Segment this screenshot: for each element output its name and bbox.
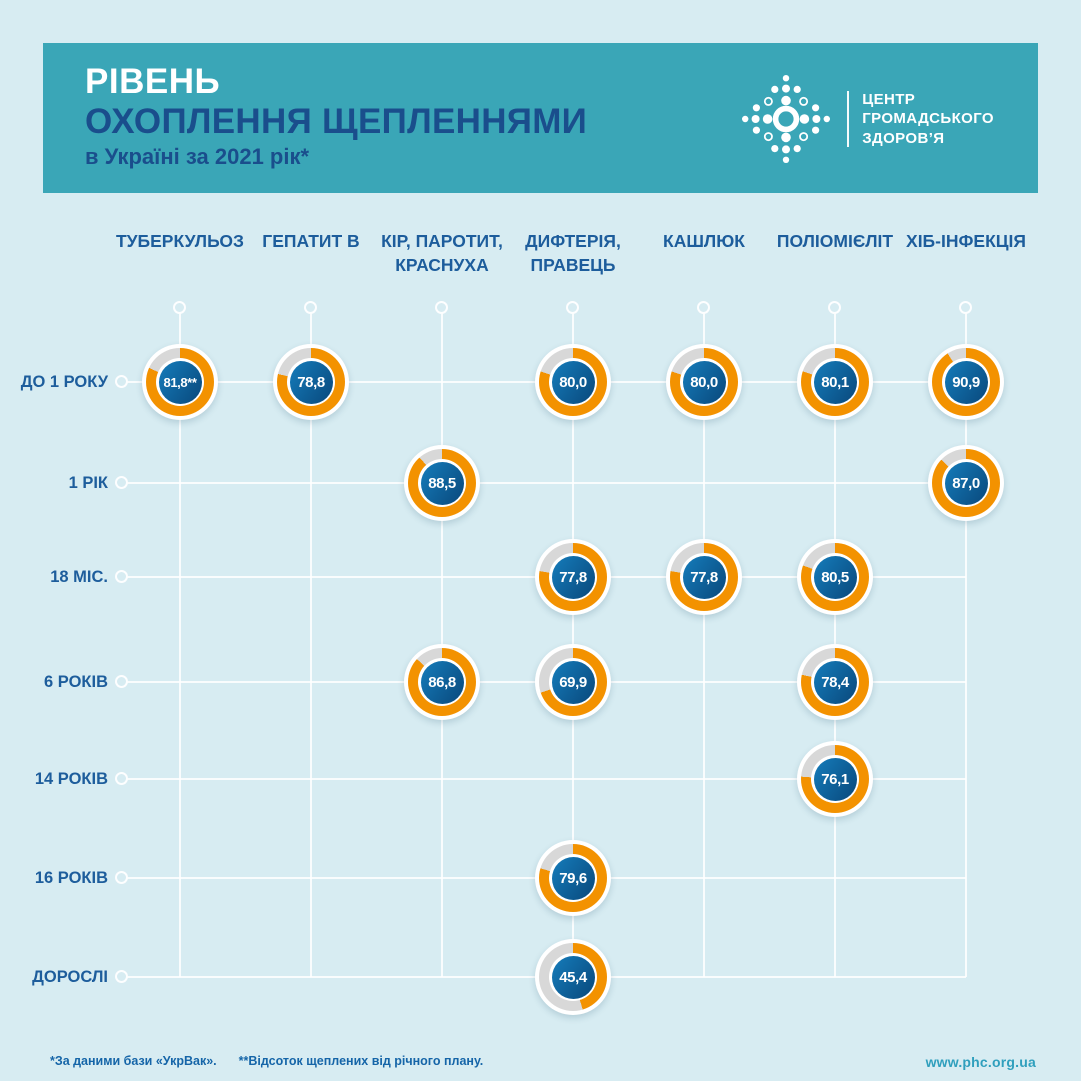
coverage-donut bbox=[797, 741, 873, 817]
donut-arc bbox=[539, 543, 607, 611]
coverage-donut bbox=[797, 539, 873, 615]
donut-inner-gap bbox=[811, 755, 859, 803]
coverage-donut bbox=[928, 344, 1004, 420]
vaccine-column-label-line: ХІБ-ІНФЕКЦІЯ bbox=[906, 231, 1026, 251]
coverage-donut bbox=[666, 344, 742, 420]
donut-inner-gap bbox=[418, 658, 466, 706]
row-left-marker bbox=[115, 871, 128, 884]
coverage-donut bbox=[797, 344, 873, 420]
donut-inner-gap bbox=[942, 358, 990, 406]
donut-inner-gap bbox=[811, 553, 859, 601]
coverage-value: 45,4 bbox=[552, 956, 595, 999]
donut-arc bbox=[539, 943, 607, 1011]
coverage-value: 80,5 bbox=[814, 556, 857, 599]
age-row-label: ДО 1 РОКУ bbox=[20, 373, 108, 391]
column-top-marker bbox=[304, 301, 317, 314]
donut-inner-gap bbox=[680, 553, 728, 601]
coverage-value: 77,8 bbox=[683, 556, 726, 599]
grid-horizontal-line bbox=[122, 482, 966, 484]
footnote bbox=[50, 1054, 483, 1068]
row-left-marker bbox=[115, 675, 128, 688]
coverage-value: 78,4 bbox=[814, 661, 857, 704]
donut-inner-gap bbox=[549, 553, 597, 601]
logo-line-3: ЗДОРОВ’Я bbox=[862, 129, 945, 147]
age-row-label: 16 РОКІВ bbox=[34, 869, 108, 887]
donut-arc bbox=[146, 348, 214, 416]
donut-arc bbox=[801, 348, 869, 416]
donut-arc bbox=[801, 648, 869, 716]
coverage-donut bbox=[797, 644, 873, 720]
coverage-value: 79,6 bbox=[552, 857, 595, 900]
donut-inner-gap bbox=[549, 953, 597, 1001]
vaccine-column-label-line: КАШЛЮК bbox=[663, 231, 745, 251]
age-row-label: 1 РІК bbox=[68, 474, 108, 492]
coverage-value: 80,0 bbox=[683, 361, 726, 404]
row-left-marker bbox=[115, 970, 128, 983]
vaccine-column-label bbox=[881, 230, 1051, 254]
coverage-donut bbox=[273, 344, 349, 420]
coverage-value: 90,9 bbox=[945, 361, 988, 404]
donut-arc bbox=[670, 543, 738, 611]
title-line-1: РІВЕНЬ bbox=[85, 62, 221, 101]
coverage-donut bbox=[404, 644, 480, 720]
donut-arc bbox=[277, 348, 345, 416]
vaccine-column-label-line: ГЕПАТИТ В bbox=[262, 231, 360, 251]
coverage-value: 77,8 bbox=[552, 556, 595, 599]
vaccine-column-label-line: ПРАВЕЦЬ bbox=[530, 254, 616, 275]
donut-arc bbox=[932, 449, 1000, 517]
donut-arc bbox=[539, 648, 607, 716]
coverage-value: 87,0 bbox=[945, 462, 988, 505]
donut-inner-gap bbox=[287, 358, 335, 406]
coverage-value: 80,0 bbox=[552, 361, 595, 404]
donut-inner-gap bbox=[549, 358, 597, 406]
row-left-marker bbox=[115, 375, 128, 388]
donut-arc bbox=[801, 543, 869, 611]
donut-arc bbox=[539, 844, 607, 912]
donut-inner-gap bbox=[811, 658, 859, 706]
donut-inner-gap bbox=[549, 658, 597, 706]
column-top-marker bbox=[959, 301, 972, 314]
vaccine-column-label-line: ТУБЕРКУЛЬОЗ bbox=[115, 231, 245, 251]
donut-inner-gap bbox=[942, 459, 990, 507]
coverage-donut bbox=[535, 939, 611, 1015]
donut-arc bbox=[408, 648, 476, 716]
coverage-donut bbox=[666, 539, 742, 615]
logo-line-2: ГРОМАДСЬКОГО bbox=[862, 110, 994, 128]
column-top-marker bbox=[828, 301, 841, 314]
coverage-value: 76,1 bbox=[814, 758, 857, 801]
column-top-marker bbox=[173, 301, 186, 314]
coverage-donut bbox=[535, 644, 611, 720]
coverage-donut bbox=[404, 445, 480, 521]
column-top-marker bbox=[697, 301, 710, 314]
donut-arc bbox=[932, 348, 1000, 416]
coverage-donut bbox=[535, 344, 611, 420]
logo-line-1: ЦЕНТР bbox=[862, 91, 916, 109]
coverage-value: 78,8 bbox=[290, 361, 333, 404]
vaccine-column-label-line: ДИФТЕРІЯ, bbox=[525, 231, 621, 251]
row-left-marker bbox=[115, 570, 128, 583]
coverage-value: 80,1 bbox=[814, 361, 857, 404]
donut-inner-gap bbox=[549, 854, 597, 902]
donut-arc bbox=[408, 449, 476, 517]
coverage-donut bbox=[928, 445, 1004, 521]
coverage-donut bbox=[535, 539, 611, 615]
column-top-marker bbox=[435, 301, 448, 314]
vaccine-column-label-line: ПОЛІОМІЄЛІТ bbox=[776, 231, 894, 251]
coverage-donut bbox=[535, 840, 611, 916]
age-row-label: ДОРОСЛІ bbox=[32, 968, 108, 986]
coverage-value: 88,5 bbox=[421, 462, 464, 505]
column-top-marker bbox=[566, 301, 579, 314]
coverage-value: 81,8** bbox=[159, 361, 202, 404]
donut-arc bbox=[539, 348, 607, 416]
donut-arc bbox=[670, 348, 738, 416]
donut-inner-gap bbox=[680, 358, 728, 406]
row-left-marker bbox=[115, 476, 128, 489]
age-row-label: 14 РОКІВ bbox=[34, 770, 108, 788]
title-line-3: в Україні за 2021 рік* bbox=[85, 143, 310, 169]
coverage-value: 69,9 bbox=[552, 661, 595, 704]
coverage-value: 86,8 bbox=[421, 661, 464, 704]
age-row-label: 18 МІС. bbox=[50, 568, 108, 586]
donut-arc bbox=[801, 745, 869, 813]
donut-inner-gap bbox=[156, 358, 204, 406]
title-line-2: ОХОПЛЕННЯ ЩЕПЛЕННЯМИ bbox=[85, 101, 588, 141]
donut-inner-gap bbox=[811, 358, 859, 406]
footnote-source: *За даними бази «УкрВак». bbox=[50, 1054, 217, 1068]
age-row-label: 6 РОКІВ bbox=[44, 673, 108, 691]
vaccine-column-label-line: КІР, ПАРОТИТ, bbox=[381, 231, 503, 251]
website-url: www.phc.org.ua bbox=[925, 1054, 1036, 1070]
vaccine-column-label-line: КРАСНУХА bbox=[395, 254, 489, 275]
coverage-donut bbox=[142, 344, 218, 420]
footnote-asterisks: **Відсоток щеплених від річного плану. bbox=[238, 1054, 484, 1068]
row-left-marker bbox=[115, 772, 128, 785]
donut-inner-gap bbox=[418, 459, 466, 507]
